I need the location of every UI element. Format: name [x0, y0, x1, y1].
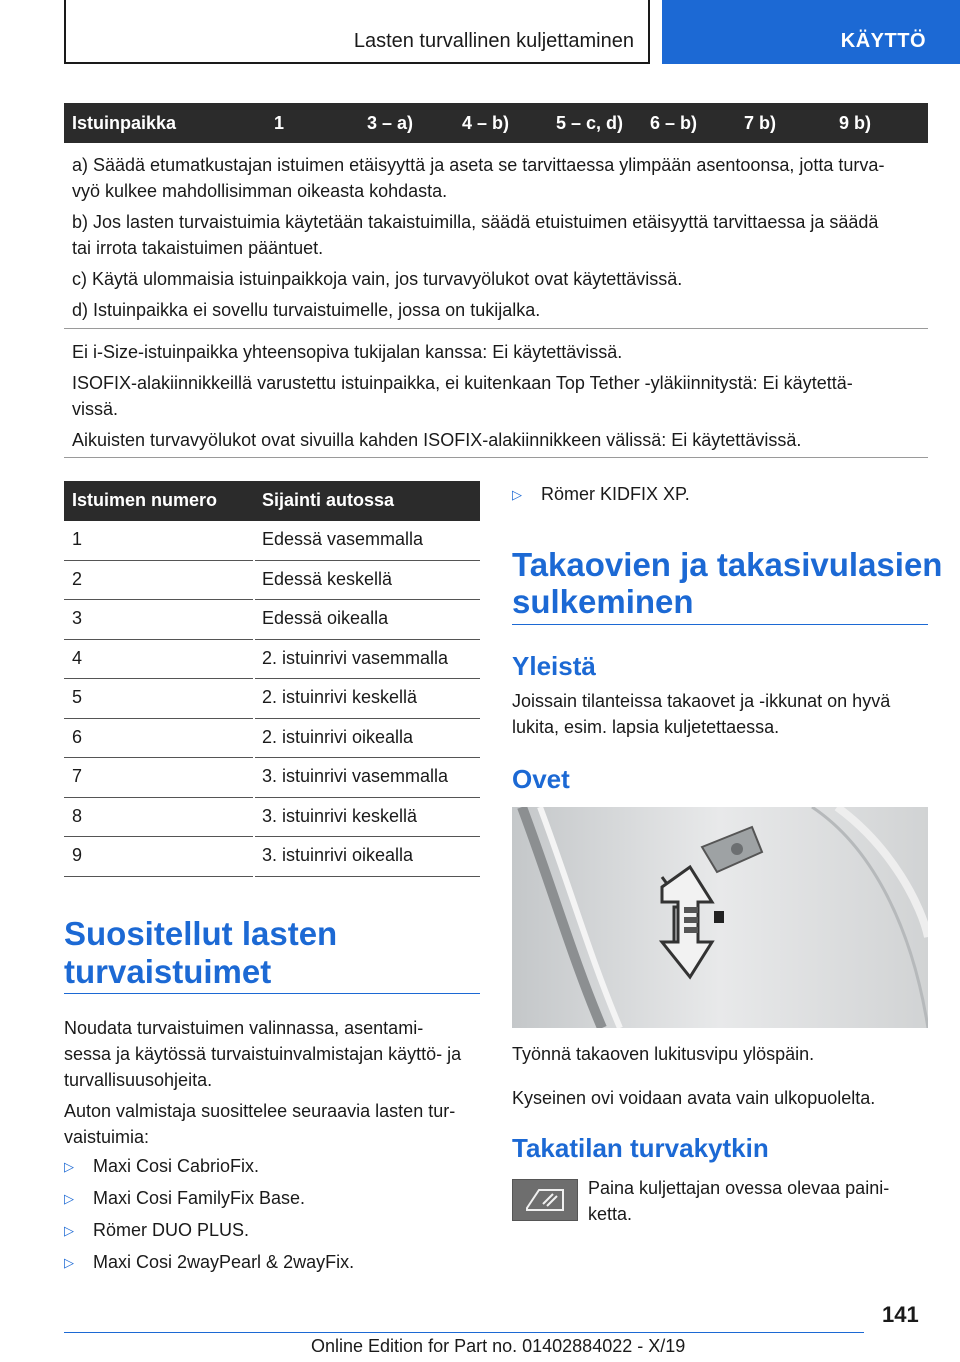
seat-header-cell: 5 – c, d) [556, 113, 624, 133]
section-heading: turvaistuimet [64, 953, 272, 990]
footnote-line: c) Käytä ulommaisia istuinpaikkoja vain, jos turvavyölukot ovat käytettävissä. [72, 269, 683, 289]
table-row [64, 640, 480, 680]
chapter-title: Lasten turvallinen kuljettaminen [353, 30, 634, 52]
footnote-line: vyö kulkee mahdollisimman oikeasta kohdasta. [72, 181, 448, 201]
position-header-cell: Sijainti autossa [262, 490, 395, 510]
row-divider [64, 876, 253, 877]
seat-number-cell: 1 [72, 529, 83, 549]
heading-rule [64, 993, 480, 994]
bullet-icon: ▷ [64, 1223, 74, 1238]
list-item-text: Maxi Cosi 2wayPearl & 2wayFix. [93, 1252, 355, 1272]
list-item-text: Römer DUO PLUS. [93, 1220, 250, 1240]
seat-number-cell: 2 [72, 568, 83, 589]
section-heading: sulkeminen [512, 583, 694, 620]
table-row [64, 837, 480, 877]
list-item-text: Römer KIDFIX XP. [541, 484, 690, 504]
seat-location-cell: 2. istuinrivi oikealla [262, 726, 414, 747]
seat-location-cell: Edessä vasemmalla [262, 529, 424, 549]
footnote-line: a) Säädä etumatkustajan istuimen etäisyyttä ja aseta se tarvittaessa ylimpään asentoonsa, jotta turva- [72, 155, 885, 175]
paragraph-line: ketta. [588, 1204, 633, 1224]
table-row [64, 561, 480, 601]
heading-rule [512, 624, 928, 625]
list-item-text: Maxi Cosi CabrioFix. [93, 1156, 260, 1176]
seat-header-cell: 4 – b) [462, 113, 510, 133]
table-row [64, 758, 480, 798]
page-number: 141 [882, 1302, 919, 1327]
table-row [64, 521, 480, 561]
paragraph-line: Kyseinen ovi voidaan avata vain ulkopuolelta. [512, 1088, 876, 1108]
seat-header-cell: 9 b) [839, 113, 872, 133]
seat-header-cell: 1 [274, 113, 285, 133]
edition-note: Online Edition for Part no. 01402884022 - X/19 [311, 1336, 686, 1356]
list-item-text: Maxi Cosi FamilyFix Base. [93, 1188, 306, 1208]
seat-location-cell: Edessä keskellä [262, 568, 393, 589]
note-line: Aikuisten turvavyölukot ovat sivuilla kahden ISOFIX-alakiinnikkeen välissä: Ei käytettävissä. [72, 430, 802, 450]
seat-number-cell: 4 [72, 647, 83, 668]
seat-number-cell: 7 [72, 766, 83, 786]
seat-header-cell: 3 – a) [367, 113, 414, 133]
position-header-cell: Istuimen numero [72, 490, 218, 510]
bullet-icon: ▷ [64, 1159, 74, 1174]
seat-header-cell: 6 – b) [650, 113, 698, 133]
section-label: KÄYTTÖ [840, 30, 926, 52]
section-heading: Takaovien ja takasivulasien [512, 546, 943, 583]
bullet-icon: ▷ [64, 1191, 74, 1206]
paragraph-line: Auton valmistaja suosittelee seuraavia lasten tur- [64, 1101, 456, 1121]
seat-number-cell: 5 [72, 687, 83, 707]
paragraph-line: Joissain tilanteissa takaovet ja -ikkunat on hyvä [512, 691, 891, 711]
footnote-line: b) Jos lasten turvaistuimia käytetään takaistuimilla, säädä etuistuimen etäisyyttä tarvittaessa ja säädä [72, 212, 879, 232]
paragraph-line: sessa ja käytössä turvaistuinvalmistajan käyttö- ja [64, 1044, 462, 1064]
paragraph-line: Paina kuljettajan ovessa olevaa paini- [588, 1178, 890, 1198]
seat-number-cell: 6 [72, 726, 83, 747]
note-line: ISOFIX-alakiinnikkeillä varustettu istuinpaikka, ei kuitenkaan Top Tether -yläkiinnitystä: Ei käytettä- [72, 373, 853, 393]
seat-location-cell: 2. istuinrivi vasemmalla [262, 647, 449, 668]
footer-rule [64, 1332, 864, 1333]
paragraph-line: Noudata turvaistuimen valinnassa, asentami- [64, 1018, 424, 1038]
seat-location-cell: 2. istuinrivi keskellä [262, 687, 418, 707]
position-table-header [64, 481, 480, 521]
paragraph-line: vaistuimia: [64, 1127, 150, 1147]
door-lock-illustration [512, 807, 928, 1028]
paragraph-line: turvallisuusohjeita. [64, 1070, 213, 1090]
seat-number-cell: 9 [72, 845, 83, 865]
note-line: Ei i-Size-istuinpaikka yhteensopiva tukijalan kanssa: Ei käytettävissä. [72, 342, 623, 362]
bullet-icon: ▷ [512, 487, 522, 502]
header-box [64, 0, 650, 64]
bullet-icon: ▷ [64, 1255, 74, 1270]
paragraph-line: lukita, esim. lapsia kuljetettaessa. [512, 717, 780, 737]
seat-location-cell: Edessä oikealla [262, 608, 389, 628]
seat-location-cell: 3. istuinrivi oikealla [262, 845, 414, 865]
image-caption: Työnnä takaoven lukitusvipu ylöspäin. [512, 1044, 815, 1064]
table-row [64, 679, 480, 719]
footnote-line: tai irrota takaistuimen pääntuet. [72, 238, 324, 258]
divider [64, 457, 928, 458]
seat-table-header [64, 103, 928, 143]
subheading: Yleistä [512, 651, 596, 681]
seat-header-cell: Istuinpaikka [72, 113, 177, 133]
note-line: vissä. [72, 399, 119, 419]
table-row [64, 798, 480, 838]
subheading: Ovet [512, 764, 570, 794]
table-row [64, 719, 480, 759]
child-lock-button-icon [512, 1179, 578, 1221]
seat-number-cell: 3 [72, 608, 83, 628]
table-row [64, 600, 480, 640]
footnote-line: d) Istuinpaikka ei sovellu turvaistuimelle, jossa on tukijalka. [72, 300, 541, 320]
seat-number-cell: 8 [72, 805, 83, 826]
section-heading: Suositellut lasten [64, 915, 338, 952]
seat-header-cell: 7 b) [744, 113, 777, 133]
row-divider [255, 876, 480, 877]
subheading: Takatilan turvakytkin [512, 1133, 769, 1163]
seat-location-cell: 3. istuinrivi keskellä [262, 805, 418, 826]
seat-location-cell: 3. istuinrivi vasemmalla [262, 766, 449, 786]
section-tab [662, 0, 960, 64]
divider [64, 328, 928, 329]
